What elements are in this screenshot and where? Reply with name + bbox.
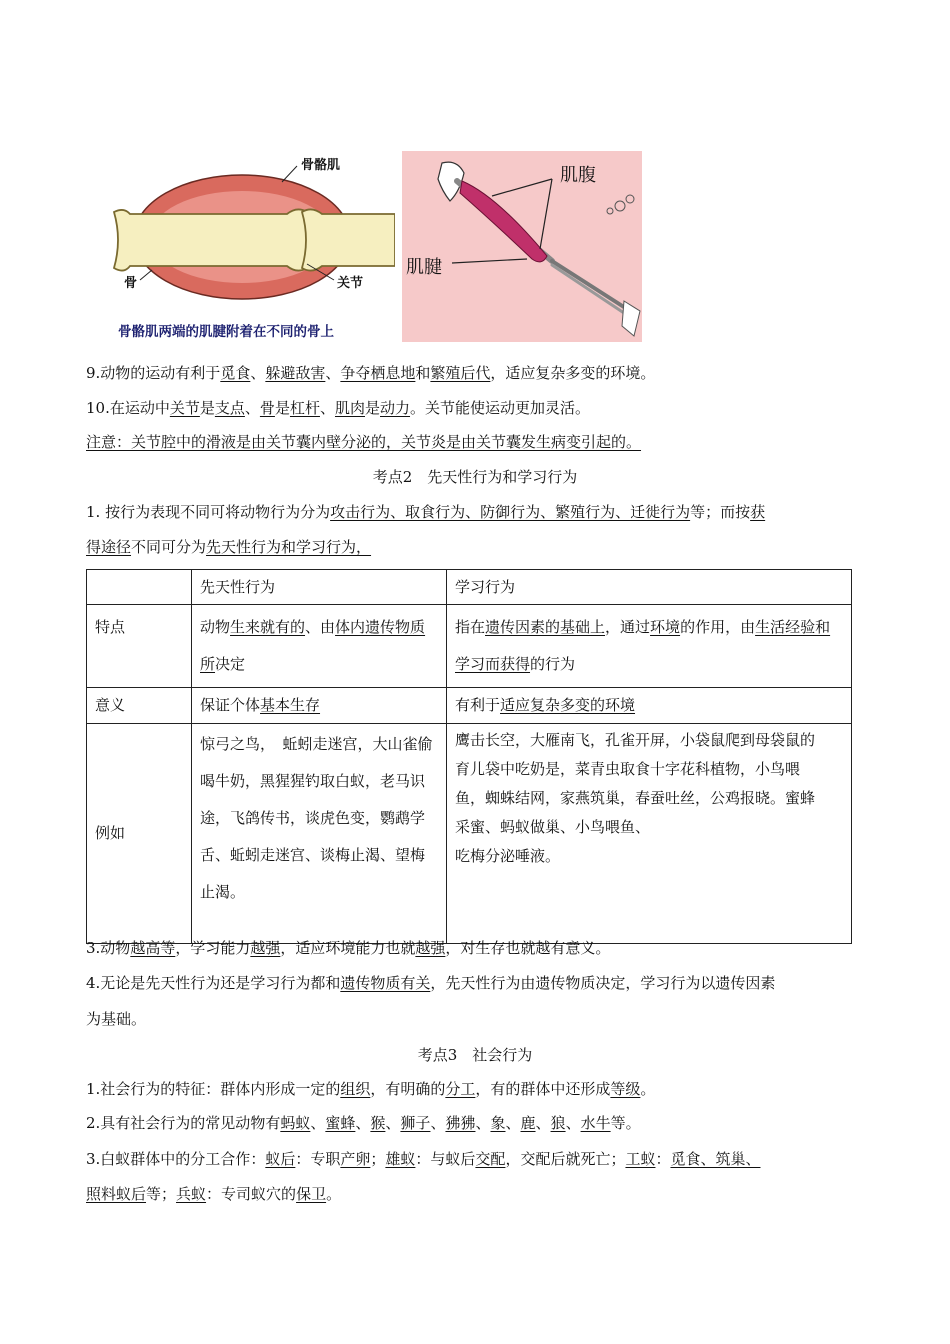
section-3-title: 考点3 社会行为	[417, 1046, 533, 1064]
row-label-example: 例如	[87, 724, 192, 944]
header-innate: 先天性行为	[192, 570, 447, 605]
bone-muscle-illustration	[112, 152, 395, 342]
cell-innate-feature: 动物生来就有的、由体内遗传物质所决定	[192, 605, 447, 688]
learned-example-line: 鱼，蜘蛛结网，家燕筑巢，春蚕吐丝，公鸡报晓。蜜蜂	[455, 789, 816, 807]
header-learned: 学习行为	[447, 570, 852, 605]
note: 注意：关节腔中的滑液是由关节囊内壁分泌的，关节炎是由关节囊发生病变引起的。	[86, 433, 642, 451]
label-bone: 骨	[124, 276, 138, 291]
paragraph-9: 9.动物的运动有利于觅食、躲避敌害、争夺栖息地和繁殖后代，适应复杂多变的环境。	[86, 364, 656, 382]
cell-learned-feature: 指在遗传因素的基础上，通过环境的作用，由生活经验和学习而获得的行为	[447, 605, 852, 688]
section-3-p1: 1.社会行为的特征：群体内形成一定的组织，有明确的分工，有的群体中还形成等级。	[86, 1080, 656, 1098]
section-2-p4-line2: 为基础。	[86, 1010, 147, 1028]
section-3-p3-line2: 照料蚁后等；兵蚁：专司蚁穴的保卫。	[86, 1185, 342, 1203]
section-2-p1-line1: 1. 按行为表现不同可将动物行为分为攻击行为、取食行为、防御行为、繁殖行为、迁徙行为等；而按获	[86, 503, 766, 521]
behavior-comparison-table	[86, 569, 852, 944]
label-skeletal-muscle: 骨骼肌	[301, 158, 341, 173]
section-3-p2: 2.具有社会行为的常见动物有蚂蚁、蜜蜂、猴、狮子、狒狒、象、鹿、狼、水牛等。	[86, 1114, 641, 1132]
header-empty	[87, 570, 192, 605]
section-3-p3-line1: 3.白蚁群体中的分工合作：蚁后：专职产卵；雄蚁：与蚁后交配，交配后就死亡；工蚁：觅食、筑巢、	[86, 1150, 761, 1168]
cell-learned-meaning: 有利于适应复杂多变的环境	[447, 688, 852, 724]
arm-muscle-figure	[402, 151, 642, 342]
cell-learned-example	[447, 724, 852, 944]
label-joint: 关节	[337, 276, 364, 291]
section-2-p1-line2: 得途径不同可分为先天性行为和学习行为，	[86, 538, 372, 556]
learned-example-line: 育儿袋中吃奶是，菜青虫取食十字花科植物，小鸟喂	[455, 760, 801, 778]
table-row-example	[87, 724, 852, 944]
table-row-feature	[87, 605, 852, 688]
section-2-title: 考点2 先天性行为和学习行为	[372, 468, 578, 486]
section-2-p4-line1: 4.无论是先天性行为还是学习行为都和遗传物质有关，先天性行为由遗传物质决定，学习行为以遗传因素	[86, 974, 776, 992]
cell-innate-example: 惊弓之鸟， 蚯蚓走迷宫，大山雀偷喝牛奶，黑猩猩钓取白蚁，老马识途，飞鸽传书，谈虎色变，鹦鹉学舌、蚯蚓走迷宫、谈梅止渴、望梅止渴。	[192, 724, 447, 944]
figure-caption: 骨骼肌两端的肌腱附着在不同的骨上	[118, 324, 334, 340]
table-row-meaning	[87, 688, 852, 724]
section-2-p3: 3.动物越高等，学习能力越强，适应环境能力也就越强，对生存也就越有意义。	[86, 939, 611, 957]
paragraph-10: 10.在运动中关节是支点、骨是杠杆、肌肉是动力。关节能使运动更加灵活。	[86, 399, 591, 417]
cell-innate-meaning: 保证个体基本生存	[192, 688, 447, 724]
learned-example-line: 采蜜、蚂蚁做巢、小鸟喂鱼、	[455, 818, 651, 836]
learned-example-line: 吃梅分泌唾液。	[455, 847, 561, 865]
table-header-row	[87, 570, 852, 605]
bone-muscle-figure	[112, 152, 395, 342]
label-tendon: 肌腱	[406, 257, 442, 278]
learned-example-line: 鹰击长空，大雁南飞，孔雀开屏，小袋鼠爬到母袋鼠的	[455, 731, 816, 749]
arm-illustration	[402, 151, 642, 342]
row-label-feature: 特点	[87, 605, 192, 688]
row-label-meaning: 意义	[87, 688, 192, 724]
label-muscle-belly: 肌腹	[560, 165, 596, 186]
